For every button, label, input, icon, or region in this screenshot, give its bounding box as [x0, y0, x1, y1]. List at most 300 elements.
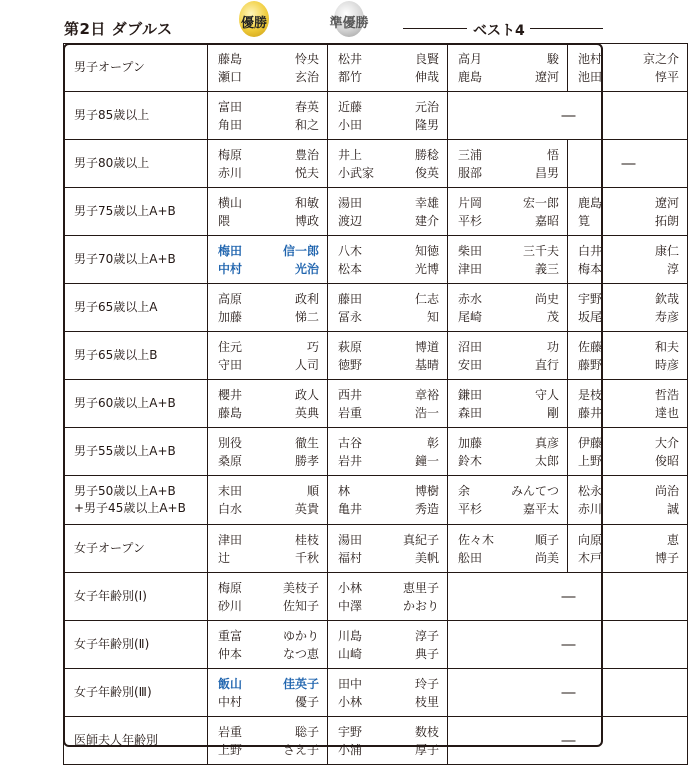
player-given-name: 彰: [426, 435, 439, 450]
player-surname: 梅本: [578, 261, 603, 276]
player-given-name: 義三: [534, 261, 559, 276]
runner-up-pair-cell: [328, 284, 448, 332]
best4-pair-cell: [448, 428, 568, 476]
player-name: [338, 531, 439, 549]
player-surname: 松本: [338, 261, 363, 276]
player-given-name: 信一郎: [282, 243, 319, 258]
player-given-name: 恵里子: [402, 580, 439, 595]
best4-pair-cell: [568, 284, 688, 332]
player-name: [338, 116, 439, 134]
player-surname: 小武家: [338, 165, 375, 180]
player-given-name: 数枝: [414, 724, 439, 739]
player-surname: 湯田: [338, 195, 363, 210]
player-name: [458, 242, 559, 260]
player-surname: 隈: [218, 213, 231, 228]
player-given-name: 達也: [654, 405, 679, 420]
category-label: 医師夫人年齢別: [74, 733, 159, 747]
best4-pair-cell: [568, 525, 688, 573]
player-name: [338, 146, 439, 164]
player-surname: 坂尾: [578, 309, 603, 324]
winner-pair-cell: [208, 188, 328, 236]
player-surname: 高原: [218, 291, 243, 306]
player-name: [458, 531, 559, 549]
player-surname: 萩原: [338, 339, 363, 354]
player-name: [578, 452, 679, 470]
player-surname: 藤島: [218, 51, 243, 66]
table-row: [64, 428, 688, 476]
category-label: 女子年齢別(Ⅲ): [74, 685, 152, 699]
player-given-name: 幸雄: [414, 195, 439, 210]
best4-pair-cell: [568, 476, 688, 525]
player-name: [338, 645, 439, 663]
player-name: [458, 194, 559, 212]
player-name: [338, 212, 439, 230]
player-given-name: 光治: [294, 261, 319, 276]
player-surname: 守田: [218, 357, 243, 372]
player-surname: 木戸: [578, 550, 603, 565]
player-surname: 川島: [338, 628, 363, 643]
player-given-name: 嘉平太: [522, 502, 559, 516]
player-name: [338, 68, 439, 86]
runner-up-pair-cell: [328, 476, 448, 525]
player-surname: 砂川: [218, 598, 243, 613]
table-row: [64, 717, 688, 765]
winner-pair-cell: [208, 284, 328, 332]
runner-up-column-label: 準優勝: [329, 16, 369, 31]
player-surname: 田中: [338, 676, 363, 691]
player-given-name: 元治: [414, 99, 439, 114]
runner-up-pair-cell: [328, 44, 448, 92]
player-given-name: 大介: [654, 435, 679, 450]
player-name: [218, 434, 319, 452]
player-name: [458, 338, 559, 356]
player-name: [218, 290, 319, 308]
runner-up-pair-cell: [328, 92, 448, 140]
player-name: [578, 531, 679, 549]
category-label: +男子45歳以上A+B: [74, 501, 186, 515]
player-given-name: 哲浩: [654, 387, 679, 402]
player-name: [338, 693, 439, 711]
results-table-body: [64, 44, 688, 765]
category-cell: [64, 717, 208, 765]
category-label: 男子65歳以上B: [74, 348, 158, 362]
player-name: [218, 549, 319, 567]
category-cell: [64, 621, 208, 669]
player-given-name: 美枝子: [282, 580, 319, 595]
player-surname: 岩重: [218, 724, 243, 739]
player-given-name: 時彦: [654, 357, 679, 372]
player-given-name: 康仁: [654, 243, 679, 258]
player-given-name: 千秋: [294, 550, 319, 565]
player-given-name: 京之介: [642, 51, 679, 66]
category-cell: [64, 236, 208, 284]
player-name: [218, 50, 319, 68]
player-given-name: 遼河: [654, 195, 679, 210]
runner-up-pair-cell: [328, 428, 448, 476]
table-row: [64, 44, 688, 92]
player-surname: 岩重: [338, 405, 363, 420]
category-cell: [64, 284, 208, 332]
player-name: [578, 549, 679, 567]
runner-up-pair-cell: [328, 380, 448, 428]
player-name: [338, 549, 439, 567]
results-table-frame: [63, 43, 679, 757]
player-surname: 尾崎: [458, 309, 483, 324]
player-surname: 住元: [218, 339, 243, 354]
player-name: [338, 386, 439, 404]
player-given-name: 昌男: [534, 165, 559, 180]
player-name: [338, 308, 439, 326]
best4-pair-cell: [568, 188, 688, 236]
best4-pair-cell: [448, 188, 568, 236]
category-cell: [64, 525, 208, 573]
player-surname: 上野: [218, 742, 243, 757]
player-given-name: みんてつ: [510, 484, 559, 498]
best4-pair-cell: [448, 525, 568, 573]
player-surname: 上野: [578, 453, 603, 468]
best4-pair-cell: [448, 44, 568, 92]
best4-pair-cell: [568, 428, 688, 476]
player-name: [218, 164, 319, 182]
player-surname: 櫻井: [218, 387, 243, 402]
best4-pair-cell: [568, 236, 688, 284]
player-given-name: 良賢: [414, 51, 439, 66]
player-surname: 亀井: [338, 502, 363, 516]
player-given-name: 遼河: [534, 69, 559, 84]
player-given-name: 隆男: [414, 117, 439, 132]
table-row: [64, 188, 688, 236]
best4-pair-cell: [448, 236, 568, 284]
runner-up-pair-cell: [328, 332, 448, 380]
player-surname: 小林: [338, 694, 363, 709]
table-row: [64, 284, 688, 332]
player-name: [458, 356, 559, 374]
player-given-name: 典子: [414, 646, 439, 661]
player-given-name: 俊昭: [654, 453, 679, 468]
table-row: [64, 92, 688, 140]
player-surname: 佐々木: [458, 532, 495, 547]
player-given-name: 拓朗: [654, 213, 679, 228]
player-surname: 西井: [338, 387, 363, 402]
player-surname: 小田: [338, 117, 363, 132]
category-cell: [64, 92, 208, 140]
player-given-name: 佐知子: [282, 598, 319, 613]
player-name: [578, 68, 679, 86]
player-name: [218, 693, 319, 711]
player-name: [218, 404, 319, 422]
table-row: [64, 573, 688, 621]
runner-up-pair-cell: [328, 573, 448, 621]
player-given-name: 光博: [414, 261, 439, 276]
player-surname: 白水: [218, 502, 243, 516]
player-surname: 佐藤: [578, 339, 603, 354]
player-surname: 湯田: [338, 532, 363, 547]
player-given-name: 基晴: [414, 357, 439, 372]
player-name: [578, 482, 679, 500]
player-surname: 是枝: [578, 387, 603, 402]
player-name: [338, 500, 439, 518]
best4-pair-cell: [568, 44, 688, 92]
table-row: [64, 380, 688, 428]
player-name: [338, 242, 439, 260]
player-name: [338, 194, 439, 212]
winner-pair-cell: [208, 236, 328, 284]
player-name: [338, 723, 439, 741]
player-given-name: 淳子: [414, 628, 439, 643]
best4-empty-cell: ―: [448, 621, 688, 669]
player-given-name: 悦夫: [294, 165, 319, 180]
table-row: [64, 140, 688, 188]
player-name: [578, 356, 679, 374]
player-name: [458, 404, 559, 422]
player-surname: 近藤: [338, 99, 363, 114]
player-name: [338, 675, 439, 693]
player-surname: 角田: [218, 117, 243, 132]
player-given-name: 欽哉: [654, 291, 679, 306]
player-name: [338, 164, 439, 182]
category-label: 男子70歳以上A+B: [74, 252, 176, 266]
player-given-name: 聡子: [294, 724, 319, 739]
player-given-name: 浩一: [414, 405, 439, 420]
player-name: [578, 194, 679, 212]
player-given-name: 知徳: [414, 243, 439, 258]
player-surname: 仲本: [218, 646, 243, 661]
player-surname: 津田: [458, 261, 483, 276]
category-cell: [64, 332, 208, 380]
player-given-name: 章裕: [414, 387, 439, 402]
player-given-name: 伸哉: [414, 69, 439, 84]
runner-up-pair-cell: [328, 525, 448, 573]
player-given-name: 太郎: [534, 453, 559, 468]
player-name: [458, 50, 559, 68]
player-name: [218, 579, 319, 597]
player-name: [458, 290, 559, 308]
player-surname: 中村: [218, 261, 243, 276]
player-surname: 松永: [578, 484, 603, 498]
player-name: [218, 675, 319, 693]
best4-rule-right: [530, 28, 603, 29]
player-name: [218, 531, 319, 549]
player-surname: 井上: [338, 147, 363, 162]
player-given-name: 三千夫: [522, 243, 559, 258]
best4-empty-cell: ―: [448, 669, 688, 717]
player-surname: 小浦: [338, 742, 363, 757]
player-surname: 富田: [218, 99, 243, 114]
player-given-name: 秀造: [414, 502, 439, 516]
winner-pair-cell: [208, 669, 328, 717]
player-name: [218, 482, 319, 500]
winner-pair-cell: [208, 717, 328, 765]
runner-up-medal-icon: [323, 1, 375, 39]
player-name: [578, 404, 679, 422]
player-given-name: さえ子: [282, 742, 319, 757]
player-name: [458, 386, 559, 404]
player-name: [578, 212, 679, 230]
best4-pair-cell: [448, 380, 568, 428]
category-cell: [64, 476, 208, 525]
player-name: [578, 500, 679, 518]
best4-empty-cell: ―: [448, 92, 688, 140]
runner-up-pair-cell: [328, 188, 448, 236]
category-label: 男子オープン: [74, 60, 145, 74]
player-surname: 岩井: [338, 453, 363, 468]
player-surname: 池田: [578, 69, 603, 84]
table-row: [64, 332, 688, 380]
player-surname: 宇野: [578, 291, 603, 306]
player-surname: 柴田: [458, 243, 483, 258]
player-given-name: 尚治: [654, 484, 679, 498]
player-name: [338, 434, 439, 452]
category-cell: [64, 669, 208, 717]
player-surname: 鹿島: [578, 195, 603, 210]
category-cell: [64, 428, 208, 476]
best4-empty-cell: ―: [568, 140, 688, 188]
player-given-name: 優子: [294, 694, 319, 709]
best4-pair-cell: [448, 284, 568, 332]
player-surname: 徳野: [338, 357, 363, 372]
player-name: [218, 260, 319, 278]
player-given-name: 剛: [546, 405, 559, 420]
player-surname: 梅原: [218, 580, 243, 595]
player-given-name: 順子: [534, 532, 559, 547]
player-name: [338, 597, 439, 615]
player-name: [338, 260, 439, 278]
player-given-name: 惇平: [654, 69, 679, 84]
winner-pair-cell: [208, 92, 328, 140]
category-label: 男子50歳以上A+B: [74, 484, 176, 498]
table-row: [64, 669, 688, 717]
player-surname: 横山: [218, 195, 243, 210]
page-title: 第2日 ダブルス: [64, 20, 173, 38]
player-surname: 森田: [458, 405, 483, 420]
player-name: [218, 338, 319, 356]
player-name: [338, 404, 439, 422]
category-cell: [64, 380, 208, 428]
winner-pair-cell: [208, 140, 328, 188]
player-given-name: 枝里: [414, 694, 439, 709]
player-given-name: 巧: [306, 339, 319, 354]
results-table: [63, 43, 688, 765]
player-name: [218, 386, 319, 404]
runner-up-pair-cell: [328, 669, 448, 717]
table-row: [64, 621, 688, 669]
player-name: [338, 50, 439, 68]
player-surname: 筧: [578, 213, 591, 228]
player-name: [578, 290, 679, 308]
player-surname: 都竹: [338, 69, 363, 84]
player-given-name: 豊治: [294, 147, 319, 162]
player-name: [218, 68, 319, 86]
player-surname: 沼田: [458, 339, 483, 354]
player-given-name: 玲子: [414, 676, 439, 691]
player-name: [218, 242, 319, 260]
player-given-name: 英貴: [294, 502, 319, 516]
player-given-name: 尚美: [534, 550, 559, 565]
player-name: [578, 386, 679, 404]
winner-column-label: 優勝: [240, 16, 267, 31]
winner-pair-cell: [208, 476, 328, 525]
player-given-name: 仁志: [414, 291, 439, 306]
player-given-name: 真彦: [534, 435, 559, 450]
table-row: [64, 236, 688, 284]
best4-empty-cell: ―: [448, 573, 688, 621]
category-cell: [64, 44, 208, 92]
player-surname: 赤水: [458, 291, 483, 306]
player-name: [458, 212, 559, 230]
player-name: [338, 356, 439, 374]
runner-up-pair-cell: [328, 140, 448, 188]
category-label: 男子85歳以上: [74, 108, 150, 122]
runner-up-pair-cell: [328, 621, 448, 669]
player-surname: 向原: [578, 532, 603, 547]
category-label: 男子55歳以上A+B: [74, 444, 176, 458]
player-name: [218, 723, 319, 741]
table-row: [64, 525, 688, 573]
player-given-name: 美帆: [414, 550, 439, 565]
player-surname: 藤田: [338, 291, 363, 306]
player-given-name: 守人: [534, 387, 559, 402]
player-surname: 福村: [338, 550, 363, 565]
player-surname: 藤島: [218, 405, 243, 420]
player-surname: 津田: [218, 532, 243, 547]
winner-pair-cell: [208, 428, 328, 476]
player-name: [458, 434, 559, 452]
player-surname: 八木: [338, 243, 363, 258]
player-name: [338, 579, 439, 597]
player-surname: 松井: [338, 51, 363, 66]
player-surname: 鎌田: [458, 387, 483, 402]
player-given-name: 桂枝: [294, 532, 319, 547]
player-surname: 古谷: [338, 435, 363, 450]
player-given-name: 博政: [294, 213, 319, 228]
player-surname: 重富: [218, 628, 243, 643]
player-surname: 池村: [578, 51, 603, 66]
player-given-name: 和之: [294, 117, 319, 132]
player-surname: 片岡: [458, 195, 483, 210]
player-name: [218, 308, 319, 326]
player-surname: 安田: [458, 357, 483, 372]
player-given-name: 寿彦: [654, 309, 679, 324]
player-surname: 末田: [218, 484, 243, 498]
player-name: [218, 500, 319, 518]
player-given-name: 和夫: [654, 339, 679, 354]
best4-pair-cell: [448, 476, 568, 525]
player-surname: 渡辺: [338, 213, 363, 228]
player-given-name: 尚史: [534, 291, 559, 306]
player-surname: 赤川: [218, 165, 243, 180]
player-given-name: 直行: [534, 357, 559, 372]
player-given-name: 知: [426, 309, 439, 324]
player-given-name: ゆかり: [282, 628, 319, 643]
player-name: [578, 242, 679, 260]
player-given-name: 茂: [546, 309, 559, 324]
player-given-name: 功: [546, 339, 559, 354]
player-surname: 余: [458, 484, 471, 498]
player-name: [458, 308, 559, 326]
player-given-name: 順: [306, 484, 319, 498]
best4-pair-cell: [568, 332, 688, 380]
winner-pair-cell: [208, 621, 328, 669]
player-given-name: 博樹: [414, 484, 439, 498]
player-name: [218, 627, 319, 645]
player-surname: 中村: [218, 694, 243, 709]
player-name: [578, 434, 679, 452]
player-name: [218, 356, 319, 374]
best4-pair-cell: [448, 332, 568, 380]
best4-column-label: ベスト4: [473, 23, 525, 39]
player-given-name: 宏一郎: [522, 195, 559, 210]
player-given-name: 真紀子: [402, 532, 439, 547]
